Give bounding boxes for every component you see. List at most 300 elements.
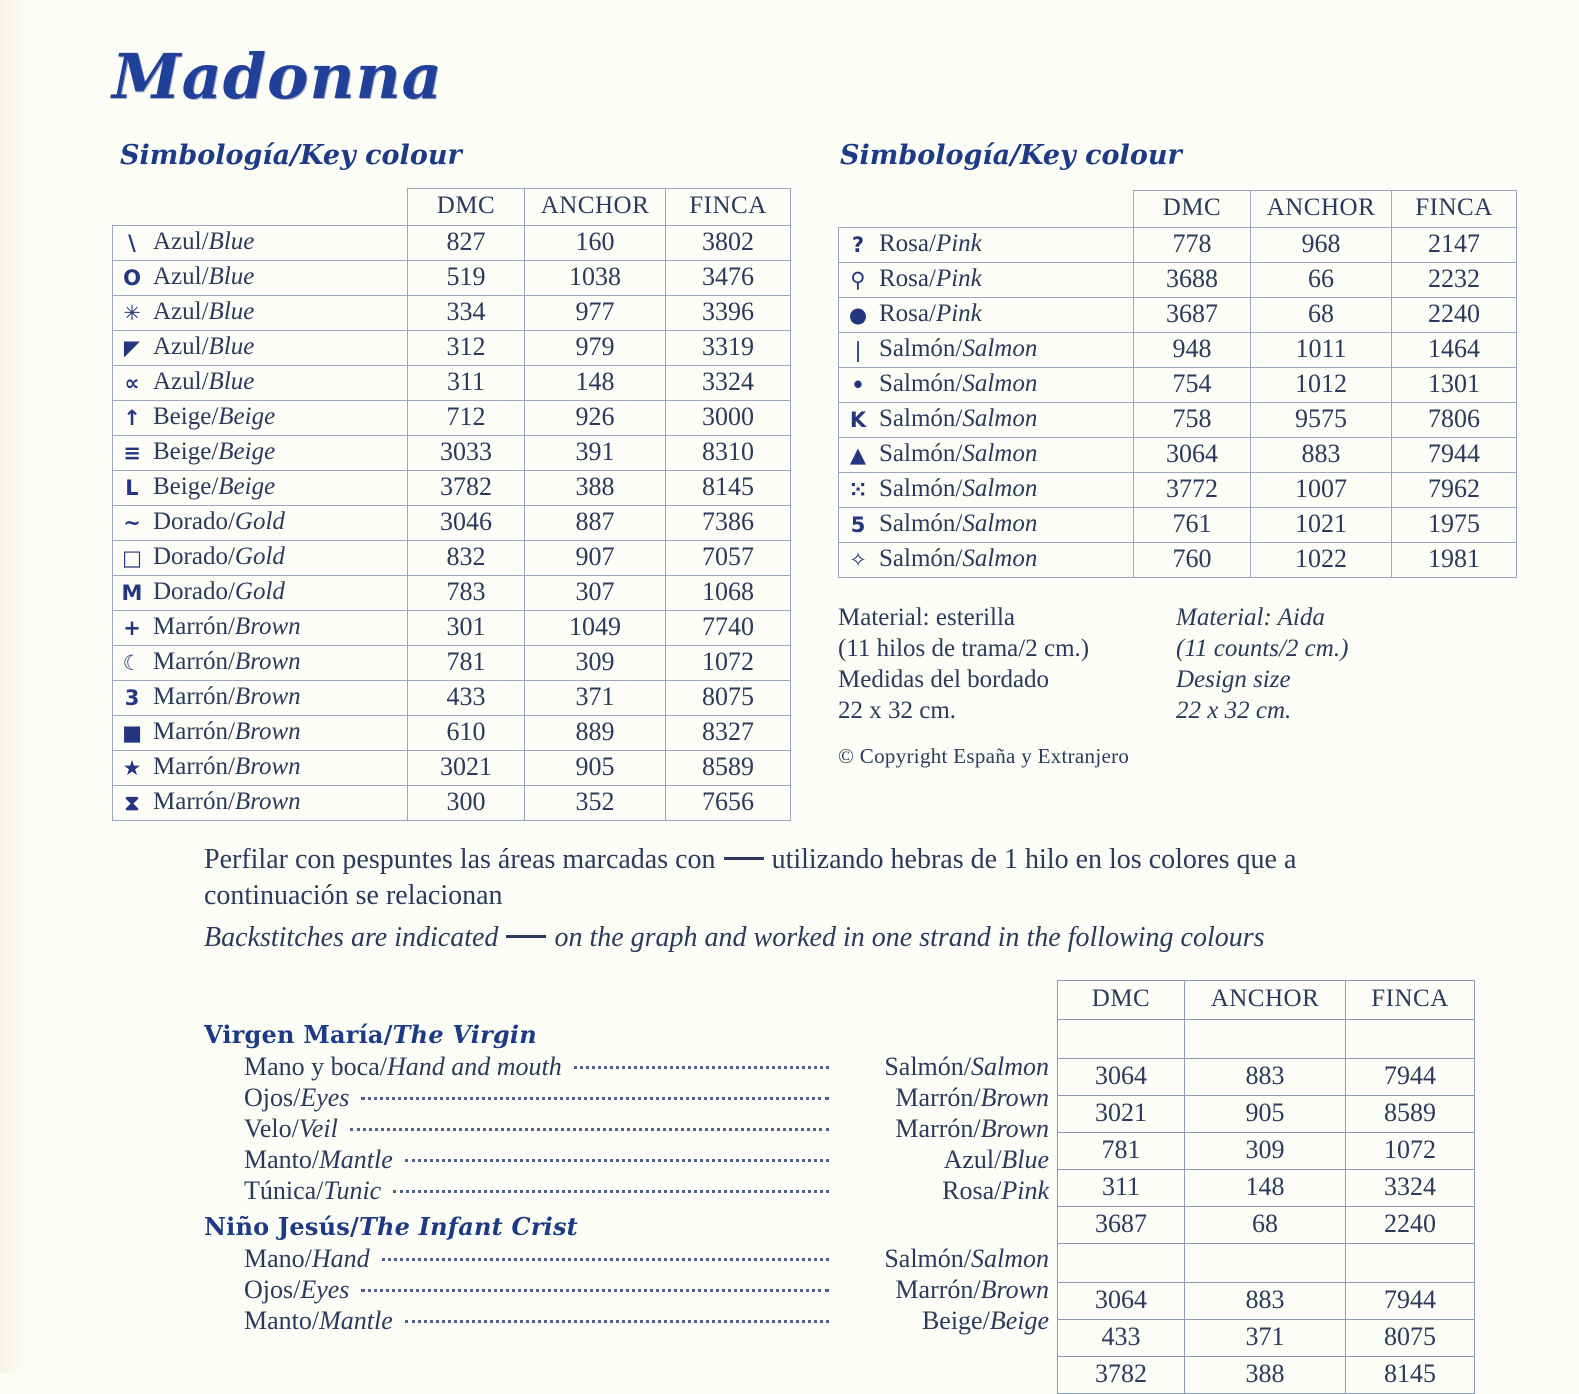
anchor-value: 307 xyxy=(525,576,666,611)
dmc-value: 3782 xyxy=(408,471,525,506)
backstitch-colour xyxy=(839,1051,1049,1082)
table-row xyxy=(1058,1207,1475,1244)
table-row xyxy=(839,228,1517,263)
colour-es: Azul/ xyxy=(943,1145,1002,1174)
spacer-cell xyxy=(1346,1244,1475,1283)
thread-symbol-icon: ↑ xyxy=(113,401,152,436)
page-title: Madonna xyxy=(112,40,443,113)
colour-en: Pink xyxy=(1001,1176,1049,1205)
table-row xyxy=(839,438,1517,473)
thread-symbol-icon: ★ xyxy=(113,751,152,786)
colour-name-es: Rosa/ xyxy=(879,230,936,257)
anchor-value: 309 xyxy=(525,646,666,681)
finca-value: 7740 xyxy=(666,611,791,646)
thread-symbol-icon: ❘ xyxy=(839,333,878,368)
colour-name-en: Salmon xyxy=(962,335,1038,362)
anchor-value: 1038 xyxy=(525,261,666,296)
thread-symbol-icon: ✳ xyxy=(113,296,152,331)
backstitch-numbers-body xyxy=(1058,1020,1475,1394)
colour-name-en: Blue xyxy=(208,333,255,360)
anchor-value: 371 xyxy=(525,681,666,716)
table-row xyxy=(113,786,791,821)
group-title-es: Virgen María/ xyxy=(204,1020,393,1049)
thread-symbol-icon: ~ xyxy=(113,506,152,541)
thread-colour-name xyxy=(151,611,408,646)
dmc-value: 311 xyxy=(408,366,525,401)
part-en: Mantle xyxy=(319,1145,393,1174)
backstitch-part xyxy=(244,1175,381,1206)
dmc-value: 760 xyxy=(1134,543,1251,578)
dmc-value: 311 xyxy=(1058,1170,1185,1207)
finca-value: 8145 xyxy=(1346,1357,1475,1394)
table-header-row xyxy=(113,189,791,226)
finca-value: 8589 xyxy=(666,751,791,786)
backstitch-group-title xyxy=(204,1212,1049,1241)
colour-name-en: Blue xyxy=(208,263,255,290)
thread-symbol-icon: 3 xyxy=(113,681,152,716)
dmc-value: 3064 xyxy=(1134,438,1251,473)
colour-name-es: Salmón/ xyxy=(879,475,963,502)
dmc-value: 3782 xyxy=(1058,1357,1185,1394)
finca-value: 8589 xyxy=(1346,1096,1475,1133)
dmc-value: 3688 xyxy=(1134,263,1251,298)
header-dmc: DMC xyxy=(408,189,525,226)
finca-value: 1072 xyxy=(666,646,791,681)
colour-name-es: Azul/ xyxy=(153,263,209,290)
table-row xyxy=(113,506,791,541)
table-row xyxy=(113,261,791,296)
dmc-value: 3687 xyxy=(1058,1207,1185,1244)
finca-value: 1975 xyxy=(1392,508,1517,543)
header-anchor: ANCHOR xyxy=(1185,981,1346,1020)
thread-colour-name xyxy=(151,366,408,401)
table-row xyxy=(113,646,791,681)
anchor-value: 979 xyxy=(525,331,666,366)
backstitch-dash-icon xyxy=(506,935,546,938)
instruction-es-after: utilizando hebras de 1 hilo en los colores que a continuación se relacionan xyxy=(204,844,1297,911)
thread-symbol-icon: M xyxy=(113,576,152,611)
thread-symbol-icon: ⁙ xyxy=(839,473,878,508)
spacer-cell xyxy=(1058,1020,1185,1059)
table-row xyxy=(839,333,1517,368)
dmc-value: 3687 xyxy=(1134,298,1251,333)
finca-value: 7806 xyxy=(1392,403,1517,438)
table-spacer-row xyxy=(1058,1244,1475,1283)
anchor-value: 1012 xyxy=(1251,368,1392,403)
thread-colour-name xyxy=(151,576,408,611)
table-spacer-row xyxy=(1058,1020,1475,1059)
backstitch-dash-icon xyxy=(724,857,764,860)
dmc-value: 758 xyxy=(1134,403,1251,438)
thread-symbol-icon: O xyxy=(113,261,152,296)
finca-value: 3802 xyxy=(666,226,791,261)
thread-colour-name xyxy=(877,298,1134,333)
table-row xyxy=(1058,1059,1475,1096)
finca-value: 7386 xyxy=(666,506,791,541)
backstitch-colour xyxy=(839,1274,1049,1305)
spacer-cell xyxy=(1058,1244,1185,1283)
dmc-value: 3064 xyxy=(1058,1283,1185,1320)
thread-symbol-icon: ▲ xyxy=(839,438,878,473)
backstitch-row xyxy=(204,1113,1049,1144)
anchor-value: 160 xyxy=(525,226,666,261)
anchor-value: 388 xyxy=(1185,1357,1346,1394)
colour-en: Brown xyxy=(980,1083,1049,1112)
finca-value: 3324 xyxy=(1346,1170,1475,1207)
anchor-value: 371 xyxy=(1185,1320,1346,1357)
colour-name-es: Salmón/ xyxy=(879,440,963,467)
table-row xyxy=(113,541,791,576)
finca-value: 8310 xyxy=(666,436,791,471)
colour-name-en: Blue xyxy=(208,298,255,325)
material-es-line4: 22 x 32 cm. xyxy=(838,697,957,724)
anchor-value: 68 xyxy=(1251,298,1392,333)
part-en: Hand xyxy=(311,1244,370,1273)
colour-name-es: Marrón/ xyxy=(153,648,235,675)
colour-en: Beige xyxy=(989,1306,1049,1335)
thread-symbol-icon: ≡ xyxy=(113,436,152,471)
colour-name-en: Gold xyxy=(234,508,285,535)
part-es: Túnica/ xyxy=(244,1176,324,1205)
anchor-value: 352 xyxy=(525,786,666,821)
anchor-value: 883 xyxy=(1251,438,1392,473)
part-en: Tunic xyxy=(323,1176,382,1205)
backstitch-part xyxy=(244,1274,349,1305)
colour-name-es: Marrón/ xyxy=(153,718,235,745)
backstitch-colour xyxy=(839,1113,1049,1144)
header-anchor: ANCHOR xyxy=(1251,191,1392,228)
backstitch-group-title xyxy=(204,1020,1049,1049)
table-row xyxy=(1058,1320,1475,1357)
anchor-value: 883 xyxy=(1185,1283,1346,1320)
table-row xyxy=(113,611,791,646)
anchor-value: 309 xyxy=(1185,1133,1346,1170)
thread-colour-name xyxy=(877,508,1134,543)
finca-value: 2147 xyxy=(1392,228,1517,263)
material-en-line3: Design size xyxy=(1176,666,1291,693)
backstitch-part xyxy=(244,1051,562,1082)
colour-name-es: Salmón/ xyxy=(879,510,963,537)
finca-value: 2240 xyxy=(1346,1207,1475,1244)
table-row xyxy=(1058,1096,1475,1133)
colour-name-es: Dorado/ xyxy=(153,543,235,570)
colour-name-es: Marrón/ xyxy=(153,683,235,710)
colour-name-en: Beige xyxy=(218,473,276,500)
thread-symbol-icon: ■ xyxy=(113,716,152,751)
colour-name-en: Salmon xyxy=(962,370,1038,397)
dmc-value: 3021 xyxy=(1058,1096,1185,1133)
thread-colour-name xyxy=(877,263,1134,298)
thread-colour-name xyxy=(877,543,1134,578)
finca-value: 1981 xyxy=(1392,543,1517,578)
colour-name-es: Salmón/ xyxy=(879,335,963,362)
colour-es: Rosa/ xyxy=(942,1176,1002,1205)
thread-colour-name xyxy=(877,473,1134,508)
finca-value: 7944 xyxy=(1346,1059,1475,1096)
dmc-value: 3021 xyxy=(408,751,525,786)
dotted-leader xyxy=(382,1258,829,1261)
table-header-row xyxy=(839,191,1517,228)
colour-name-es: Salmón/ xyxy=(879,545,963,572)
backstitch-part xyxy=(244,1243,370,1274)
dmc-value: 3064 xyxy=(1058,1059,1185,1096)
header-blank xyxy=(113,189,408,226)
part-en: Mantle xyxy=(319,1306,393,1335)
backstitch-instruction-english xyxy=(204,920,1444,956)
dotted-leader xyxy=(350,1128,829,1131)
header-finca: FINCA xyxy=(1392,191,1517,228)
thread-symbol-icon: □ xyxy=(113,541,152,576)
finca-value: 8145 xyxy=(666,471,791,506)
thread-colour-name xyxy=(151,226,408,261)
colour-name-en: Brown xyxy=(234,753,301,780)
table-row xyxy=(839,403,1517,438)
thread-symbol-icon: ● xyxy=(839,298,878,333)
backstitch-row xyxy=(204,1243,1049,1274)
finca-value: 8327 xyxy=(666,716,791,751)
colour-en: Brown xyxy=(980,1114,1049,1143)
dotted-leader xyxy=(405,1320,829,1323)
instruction-es-before: Perfilar con pespuntes las áreas marcadas con xyxy=(204,844,716,875)
colour-name-en: Pink xyxy=(935,300,982,327)
dmc-value: 433 xyxy=(1058,1320,1185,1357)
group-title-es: Niño Jesús/ xyxy=(204,1212,359,1241)
thread-colour-name xyxy=(151,646,408,681)
header-dmc: DMC xyxy=(1134,191,1251,228)
colour-name-es: Azul/ xyxy=(153,228,209,255)
material-english xyxy=(1176,602,1348,726)
thread-colour-name xyxy=(877,438,1134,473)
dmc-value: 948 xyxy=(1134,333,1251,368)
backstitch-numbers-table xyxy=(1057,980,1475,1394)
material-en-line2: (11 counts/2 cm.) xyxy=(1176,635,1349,662)
colour-name-en: Beige xyxy=(218,438,276,465)
colour-name-es: Rosa/ xyxy=(879,265,936,292)
anchor-value: 148 xyxy=(525,366,666,401)
group-title-en: The Virgin xyxy=(392,1020,537,1049)
dmc-value: 827 xyxy=(408,226,525,261)
colour-es: Marrón/ xyxy=(895,1114,981,1143)
thread-colour-name xyxy=(151,436,408,471)
table-row xyxy=(113,331,791,366)
colour-name-en: Blue xyxy=(208,228,255,255)
anchor-value: 68 xyxy=(1185,1207,1346,1244)
colour-es: Salmón/ xyxy=(884,1052,971,1081)
backstitch-colour xyxy=(839,1243,1049,1274)
colour-name-es: Marrón/ xyxy=(153,613,235,640)
spacer-cell xyxy=(1185,1020,1346,1059)
dmc-value: 312 xyxy=(408,331,525,366)
thread-symbol-icon: ⚲ xyxy=(839,263,878,298)
anchor-value: 391 xyxy=(525,436,666,471)
dmc-value: 832 xyxy=(408,541,525,576)
anchor-value: 883 xyxy=(1185,1059,1346,1096)
colour-name-es: Beige/ xyxy=(153,438,219,465)
backstitch-colour-list xyxy=(204,1020,1049,1336)
key-left-body xyxy=(113,226,791,821)
finca-value: 1072 xyxy=(1346,1133,1475,1170)
table-row xyxy=(113,471,791,506)
table-row xyxy=(839,508,1517,543)
finca-value: 3319 xyxy=(666,331,791,366)
thread-colour-name xyxy=(877,403,1134,438)
colour-name-es: Rosa/ xyxy=(879,300,936,327)
colour-name-es: Azul/ xyxy=(153,298,209,325)
thread-symbol-icon: ? xyxy=(839,228,878,263)
dmc-value: 433 xyxy=(408,681,525,716)
key-colour-table-right xyxy=(838,190,1517,578)
table-header-row xyxy=(1058,981,1475,1020)
colour-name-en: Salmon xyxy=(962,510,1038,537)
colour-name-en: Brown xyxy=(234,683,301,710)
colour-name-en: Pink xyxy=(935,265,982,292)
part-es: Ojos/ xyxy=(244,1275,301,1304)
colour-name-en: Gold xyxy=(234,578,285,605)
header-finca: FINCA xyxy=(1346,981,1475,1020)
table-row xyxy=(839,473,1517,508)
anchor-value: 66 xyxy=(1251,263,1392,298)
material-es-line3: Medidas del bordado xyxy=(838,666,1050,693)
colour-name-en: Brown xyxy=(234,788,301,815)
key-colour-heading-right: Simbología/Key colour xyxy=(840,140,1182,171)
table-row xyxy=(113,401,791,436)
dotted-leader xyxy=(405,1159,829,1162)
header-anchor: ANCHOR xyxy=(525,189,666,226)
colour-name-es: Dorado/ xyxy=(153,508,235,535)
dmc-value: 781 xyxy=(1058,1133,1185,1170)
table-row xyxy=(113,366,791,401)
copyright-notice: © Copyright España y Extranjero xyxy=(838,744,1130,768)
backstitch-part xyxy=(244,1144,393,1175)
backstitch-colour xyxy=(839,1082,1049,1113)
colour-en: Salmon xyxy=(971,1244,1049,1273)
dmc-value: 3772 xyxy=(1134,473,1251,508)
thread-colour-name xyxy=(151,261,408,296)
thread-symbol-icon: K xyxy=(839,403,878,438)
table-row xyxy=(839,368,1517,403)
material-spanish xyxy=(838,602,1176,726)
thread-symbol-icon: • xyxy=(839,368,878,403)
anchor-value: 905 xyxy=(1185,1096,1346,1133)
dmc-value: 3046 xyxy=(408,506,525,541)
part-es: Manto/ xyxy=(244,1145,320,1174)
dmc-value: 519 xyxy=(408,261,525,296)
part-en: Hand and mouth xyxy=(386,1052,562,1081)
part-en: Veil xyxy=(298,1114,338,1143)
colour-name-es: Marrón/ xyxy=(153,788,235,815)
anchor-value: 905 xyxy=(525,751,666,786)
colour-name-es: Beige/ xyxy=(153,403,219,430)
backstitch-row xyxy=(204,1305,1049,1336)
anchor-value: 9575 xyxy=(1251,403,1392,438)
dmc-value: 778 xyxy=(1134,228,1251,263)
key-colour-table-left xyxy=(112,188,791,821)
colour-name-en: Salmon xyxy=(962,545,1038,572)
dmc-value: 754 xyxy=(1134,368,1251,403)
spacer-cell xyxy=(1346,1020,1475,1059)
colour-name-es: Marrón/ xyxy=(153,753,235,780)
anchor-value: 1021 xyxy=(1251,508,1392,543)
finca-value: 1464 xyxy=(1392,333,1517,368)
part-es: Manto/ xyxy=(244,1306,320,1335)
material-info xyxy=(838,602,1348,726)
table-row xyxy=(113,226,791,261)
colour-name-es: Dorado/ xyxy=(153,578,235,605)
thread-colour-name xyxy=(151,541,408,576)
thread-colour-name xyxy=(151,716,408,751)
dmc-value: 781 xyxy=(408,646,525,681)
anchor-value: 388 xyxy=(525,471,666,506)
colour-en: Brown xyxy=(980,1275,1049,1304)
dmc-value: 3033 xyxy=(408,436,525,471)
material-en-line4: 22 x 32 cm. xyxy=(1176,697,1292,724)
thread-symbol-icon: ⧗ xyxy=(113,786,152,821)
material-es-line1: Material: esterilla xyxy=(838,604,1016,631)
finca-value: 3476 xyxy=(666,261,791,296)
header-dmc: DMC xyxy=(1058,981,1185,1020)
backstitch-instruction-spanish xyxy=(204,842,1439,914)
colour-es: Beige/ xyxy=(921,1306,990,1335)
thread-colour-name xyxy=(877,228,1134,263)
finca-value: 2232 xyxy=(1392,263,1517,298)
colour-name-en: Salmon xyxy=(962,440,1038,467)
dmc-value: 334 xyxy=(408,296,525,331)
thread-colour-name xyxy=(151,751,408,786)
instruction-en-before: Backstitches are indicated xyxy=(204,922,499,953)
colour-en: Salmon xyxy=(971,1052,1049,1081)
group-title-en: The Infant Crist xyxy=(358,1212,578,1241)
material-en-line1: Material: Aida xyxy=(1176,604,1325,631)
part-en: Eyes xyxy=(300,1275,350,1304)
table-row xyxy=(1058,1357,1475,1394)
colour-name-en: Brown xyxy=(234,648,301,675)
backstitch-colour xyxy=(839,1175,1049,1206)
backstitch-colour xyxy=(839,1305,1049,1336)
thread-symbol-icon: ☾ xyxy=(113,646,152,681)
colour-name-en: Gold xyxy=(234,543,285,570)
anchor-value: 907 xyxy=(525,541,666,576)
colour-es: Marrón/ xyxy=(895,1275,981,1304)
material-es-line2: (11 hilos de trama/2 cm.) xyxy=(838,635,1090,662)
anchor-value: 926 xyxy=(525,401,666,436)
thread-colour-name xyxy=(151,331,408,366)
table-row xyxy=(1058,1283,1475,1320)
anchor-value: 977 xyxy=(525,296,666,331)
thread-symbol-icon: ✧ xyxy=(839,543,878,578)
backstitch-row xyxy=(204,1082,1049,1113)
table-row xyxy=(113,296,791,331)
finca-value: 8075 xyxy=(1346,1320,1475,1357)
dmc-value: 301 xyxy=(408,611,525,646)
thread-colour-name xyxy=(877,368,1134,403)
anchor-value: 889 xyxy=(525,716,666,751)
dmc-value: 761 xyxy=(1134,508,1251,543)
colour-name-en: Pink xyxy=(935,230,982,257)
thread-colour-name xyxy=(151,506,408,541)
finca-value: 3324 xyxy=(666,366,791,401)
table-row xyxy=(113,576,791,611)
finca-value: 7656 xyxy=(666,786,791,821)
table-row xyxy=(1058,1170,1475,1207)
backstitch-colour xyxy=(839,1144,1049,1175)
dmc-value: 300 xyxy=(408,786,525,821)
part-es: Mano y boca/ xyxy=(244,1052,387,1081)
colour-en: Blue xyxy=(1001,1145,1049,1174)
key-right-body xyxy=(839,228,1517,578)
finca-value: 7944 xyxy=(1346,1283,1475,1320)
colour-es: Marrón/ xyxy=(895,1083,981,1112)
finca-value: 7962 xyxy=(1392,473,1517,508)
